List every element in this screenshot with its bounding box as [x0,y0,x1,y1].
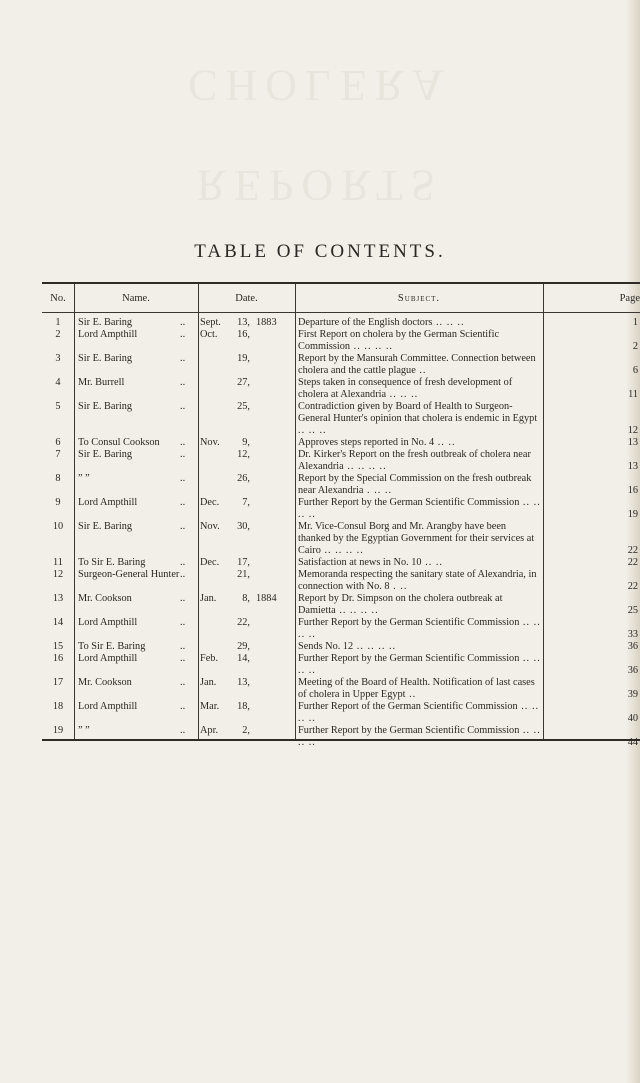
row-subject [298,653,541,677]
row-page: 22 [627,581,638,592]
row-number: 8 [55,473,61,484]
row-subject-text: Memoranda respecting the sanitary state of Alexandria, in connection with No. 8 [298,569,537,592]
row-page: 40 [627,713,638,724]
row-subject [298,701,541,725]
row-date-day: 18, [237,701,250,712]
row-subject-text: Further Report by the German Scientific Commission [298,725,520,736]
row-name: To Sir E. Baring [78,557,146,568]
row-name-dots: .. [180,557,186,568]
row-subject-dots: .. .. [434,437,456,448]
row-date-day: 22, [237,617,250,628]
row-subject [298,449,541,473]
row-name-dots: .. [180,677,186,688]
column-divider [295,284,296,739]
row-page: 22 [627,545,638,556]
row-name-dots: .. [180,377,186,388]
row-number: 18 [52,701,64,712]
row-name-dots: .. [180,617,186,628]
row-subject [298,473,541,497]
header-date: Date. [235,293,258,304]
row-date-month: Dec. [200,557,220,568]
row-subject [298,497,541,521]
row-date-day: 19, [237,353,250,364]
row-subject-dots: .. .. .. .. [350,341,393,352]
row-subject-dots: .. .. .. .. [298,653,541,676]
row-date-day: 14, [237,653,250,664]
row-subject-dots: .. .. .. .. [298,701,540,724]
row-date-day: 21, [237,569,250,580]
row-number: 19 [52,725,64,736]
row-number: 9 [55,497,61,508]
column-divider [198,284,199,739]
row-name-dots: .. [180,449,186,460]
row-date-day: 9, [242,437,250,448]
row-name-dots: .. [180,437,186,448]
row-number: 2 [55,329,61,340]
row-page: 13 [627,461,638,472]
row-page: 39 [627,689,638,700]
row-number: 1 [55,317,61,328]
row-number: 13 [52,593,64,604]
row-date-month: Feb. [200,653,219,664]
row-name: Sir E. Baring [78,449,133,460]
row-subject-dots: .. .. .. .. [335,605,379,616]
row-date-month: Oct. [200,329,218,340]
row-name: Lord Ampthill [78,617,138,628]
row-subject-dots: .. .. .. .. [343,461,387,472]
row-date-day: 30, [237,521,250,532]
row-date-day: 13, [237,317,250,328]
row-name: Sir E. Baring [78,521,133,532]
row-name: Mr. Burrell [78,377,125,388]
row-name: Sir E. Baring [78,401,133,412]
row-subject [298,329,541,353]
row-name: ” ” [78,473,90,484]
row-name: Lord Ampthill [78,329,138,340]
row-subject [298,317,541,329]
row-name: Sir E. Baring [78,353,133,364]
row-name-dots: .. [180,725,186,736]
row-number: 15 [52,641,64,652]
row-subject-text: First Report on cholera by the German Scientific Commission [298,329,500,352]
row-date-month: Jan. [200,677,217,688]
header-no: No. [50,293,66,304]
row-subject-text: Further Report by the German Scientific Commission [298,617,520,628]
row-number: 5 [55,401,61,412]
row-subject-dots: .. .. .. .. [298,725,541,748]
row-date-day: 7, [242,497,250,508]
column-divider [543,284,544,739]
row-subject-text: Steps taken in consequence of fresh development of cholera at Alexandria [298,377,513,400]
row-number: 17 [52,677,64,688]
row-subject-dots: .. .. .. .. [298,617,541,640]
row-name-dots: .. [180,353,186,364]
row-date-day: 12, [237,449,250,460]
row-subject-dots: .. .. [421,557,443,568]
row-subject-dots: .. .. .. .. [353,641,397,652]
row-subject [298,677,541,701]
row-name-dots: .. [180,473,186,484]
row-page: 22 [627,557,638,568]
row-date-day: 27, [237,377,250,388]
row-subject [298,521,541,557]
row-name-dots: .. [180,593,186,604]
row-subject-text: Departure of the English doctors [298,317,433,328]
row-date-month: Apr. [200,725,219,736]
row-number: 3 [55,353,61,364]
row-subject-text: Further Report by the German Scientific Commission [298,497,520,508]
row-name-dots: .. [180,317,186,328]
row-subject-text: Report by the Mansurah Committee. Connection between cholera and the cattle plague [298,353,536,376]
row-name-dots: .. [180,329,186,340]
row-subject [298,353,541,377]
row-page: 44 [627,737,638,748]
row-date-day: 16, [237,329,250,340]
row-number: 11 [53,557,63,568]
row-name: Lord Ampthill [78,653,138,664]
row-name-dots: .. [180,401,186,412]
row-subject-text: Dr. Kirker's Report on the fresh outbreak of cholera near Alexandria [298,449,531,472]
row-page: 19 [627,509,638,520]
row-subject-text: Approves steps reported in No. 4 [298,437,435,448]
row-subject [298,377,541,401]
row-subject-dots: . .. [389,581,408,592]
row-name-dots: .. [180,497,186,508]
row-number: 6 [55,437,61,448]
row-name-dots: .. [180,641,186,652]
row-date-year: 1884 [256,593,277,604]
contents-table [42,282,640,748]
row-name: To Consul Cookson [78,437,160,448]
bleed-through-text: CHOLERA [188,61,452,110]
row-subject-text: Further Report by the German Scientific Commission [298,653,520,664]
row-page: 25 [627,605,638,616]
row-subject-text: Contradiction given by Board of Health to Surgeon-General Hunter's opinion that cholera is endemic in Egypt [298,401,538,424]
header-name: Name. [122,293,150,304]
row-page: 2 [632,341,638,352]
row-date-year: 1883 [256,317,277,328]
row-date-month: Jan. [200,593,217,604]
header-rule [42,312,640,313]
row-subject [298,617,541,641]
row-subject-dots: .. [405,689,417,700]
row-subject [298,437,541,449]
row-subject [298,401,541,437]
row-date-day: 17, [237,557,250,568]
row-date-day: 8, [242,593,250,604]
row-subject-text: Sends No. 12 [298,641,354,652]
row-subject-text: Further Report of the German Scientific Commission [298,701,518,712]
row-name: Lord Ampthill [78,701,138,712]
row-subject [298,725,541,749]
row-subject-dots: .. .. .. [386,389,419,400]
row-name-dots: .. [180,521,186,532]
row-subject [298,593,541,617]
row-subject-dots: .. .. .. .. [298,497,541,520]
row-number: 12 [52,569,64,580]
row-date-day: 29, [237,641,250,652]
row-subject-dots: . .. .. [363,485,393,496]
row-name-dots: .. [180,569,186,580]
row-name-dots: .. [180,653,186,664]
row-subject-text: Report by Dr. Simpson on the cholera outbreak at Damietta [298,593,503,616]
bleed-through-text: REPORTS [196,161,444,210]
row-subject-dots: .. .. .. .. [320,545,364,556]
row-date-day: 13, [237,677,250,688]
row-page: 11 [628,389,638,400]
row-number: 10 [52,521,64,532]
row-date-day: 25, [237,401,250,412]
row-name: Mr. Cookson [78,677,132,688]
row-page: 1 [632,317,638,328]
row-name: Surgeon-General Hunter [78,569,180,580]
row-page: 6 [632,365,638,376]
row-date-month: Nov. [200,521,220,532]
row-subject-dots: .. [415,365,427,376]
row-subject-dots: .. .. .. [432,317,465,328]
row-name: To Sir E. Baring [78,641,146,652]
row-subject-text: Satisfaction at news in No. 10 [298,557,422,568]
row-subject-text: Report by the Special Commission on the fresh outbreak near Alexandria [298,473,532,496]
page-title: TABLE OF CONTENTS. [194,240,446,262]
row-page: 13 [627,437,638,448]
row-date-month: Mar. [200,701,220,712]
row-page: 16 [627,485,638,496]
row-subject-dots: .. .. .. [298,425,327,436]
row-date-month: Sept. [200,317,221,328]
row-name: Mr. Cookson [78,593,132,604]
row-date-month: Nov. [200,437,220,448]
row-page: 33 [627,629,638,640]
row-name-dots: .. [180,701,186,712]
row-date-month: Dec. [200,497,220,508]
header-page: Page [619,293,640,304]
row-date-day: 2, [242,725,250,736]
header-subject: Subject. [397,293,441,304]
row-date-day: 26, [237,473,250,484]
row-name: ” ” [78,725,90,736]
row-subject [298,641,541,653]
row-page: 12 [627,425,638,436]
column-divider [74,284,75,739]
row-subject-text: Meeting of the Board of Health. Notification of last cases of cholera in Upper Egypt [298,677,535,700]
row-page: 36 [627,641,638,652]
row-name: Lord Ampthill [78,497,138,508]
row-subject-text: Mr. Vice-Consul Borg and Mr. Arangby have been thanked by the Egyptian Government for their services at Cairo [298,521,535,556]
row-number: 14 [52,617,64,628]
row-name: Sir E. Baring [78,317,133,328]
row-number: 16 [52,653,64,664]
row-subject [298,557,541,569]
row-number: 4 [55,377,61,388]
row-subject [298,569,541,593]
row-number: 7 [55,449,61,460]
row-page: 36 [627,665,638,676]
